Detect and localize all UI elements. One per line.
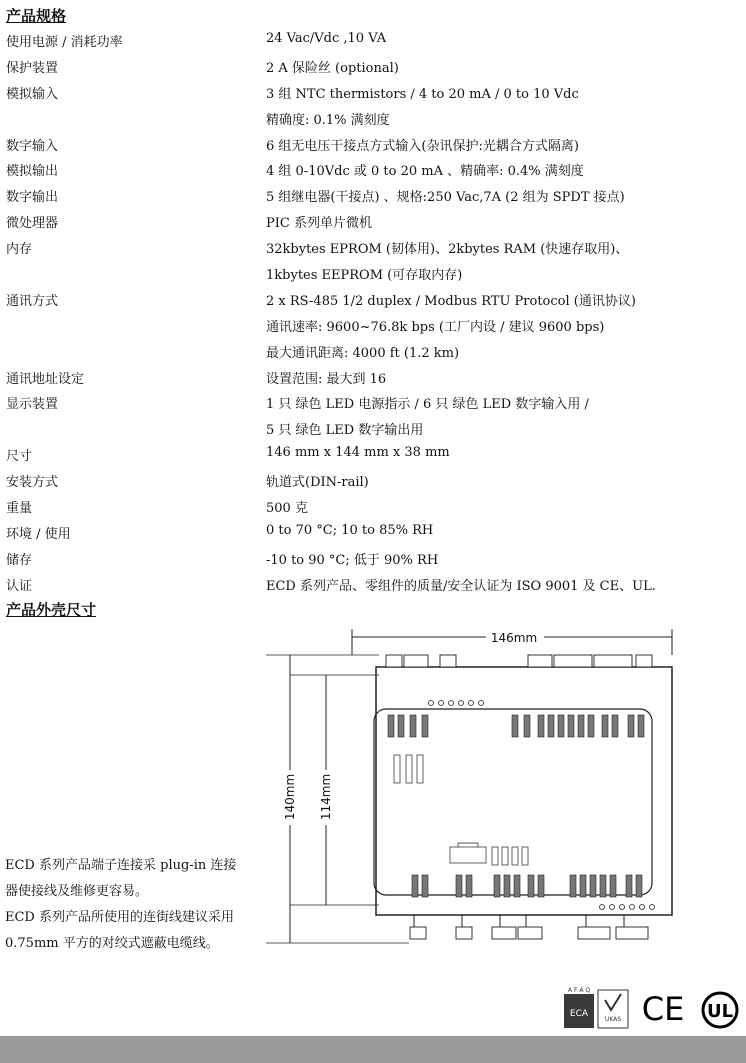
- spec-label: 储存: [6, 552, 33, 568]
- footer-bar: [0, 1036, 746, 1063]
- spec-row: [0, 366, 746, 392]
- spec-label: 环境 / 使用: [6, 526, 71, 542]
- note-line: 器使接线及维修更容易。: [5, 884, 149, 899]
- ul-text: UL: [706, 1001, 734, 1022]
- spec-label: 使用电源 / 消耗功率: [6, 35, 123, 50]
- note-line: 0.75mm 平方的对绞式遮蔽电缆线。: [5, 936, 219, 951]
- section-title-dimensions: 产品外壳尺寸: [6, 601, 97, 619]
- spec-row: [0, 81, 746, 107]
- spec-value: 最大通讯距离: 4000 ft (1.2 km): [266, 345, 460, 361]
- spec-row: [0, 417, 746, 443]
- spec-value: PIC 系列单片微机: [266, 216, 372, 232]
- spec-value: 3 组 NTC thermistors / 4 to 20 mA / 0 to 10 Vdc: [266, 86, 579, 102]
- spec-row: [0, 340, 746, 366]
- spec-row: [0, 262, 746, 288]
- spec-label: 通讯方式: [6, 293, 59, 309]
- spec-row: [0, 29, 746, 55]
- spec-value: 146 mm x 144 mm x 38 mm: [266, 445, 450, 461]
- spec-row: [0, 184, 746, 210]
- spec-row: [0, 107, 746, 133]
- inner-height-label: 114mm: [319, 773, 333, 821]
- spec-value: 1 只 绿色 LED 电源指示 / 6 只 绿色 LED 数字输入用 /: [266, 397, 589, 413]
- section-title-specs: 产品规格: [6, 7, 67, 25]
- spec-row: [0, 314, 746, 340]
- spec-value: 2 A 保险丝 (optional): [266, 60, 399, 76]
- spec-label: 模拟输入: [6, 86, 59, 102]
- spec-value: 轨道式(DIN-rail): [266, 475, 369, 491]
- spec-label: 数字输入: [6, 138, 59, 154]
- spec-value: 32kbytes EPROM (韧体用)、2kbytes RAM (快速存取用)、: [266, 242, 629, 258]
- afaq-text: A F A Q: [568, 987, 591, 994]
- spec-value: 2 x RS-485 1/2 duplex / Modbus RTU Protocol (通讯协议): [266, 293, 636, 309]
- outer-height-label: 140mm: [283, 773, 297, 821]
- spec-value: 5 组继电器(干接点) 、规格:250 Vac,7A (2 组为 SPDT 接点): [266, 190, 625, 206]
- spec-label: 模拟输出: [6, 164, 59, 180]
- spec-row: [0, 55, 746, 81]
- wiring-note: [5, 853, 265, 957]
- spec-label: 安装方式: [6, 475, 59, 491]
- spec-label: 保护装置: [6, 60, 59, 76]
- spec-value: 5 只 绿色 LED 数字输出用: [266, 423, 424, 439]
- afaq-box-text: ECA: [569, 1009, 589, 1019]
- ce-mark-icon: CE: [641, 990, 685, 1028]
- spec-value: ECD 系列产品、零组件的质量/安全认证为 ISO 9001 及 CE、UL.: [266, 578, 656, 594]
- spec-row: [0, 158, 746, 184]
- spec-value: -10 to 90 °C; 低于 90% RH: [266, 552, 439, 568]
- spec-table: [0, 29, 746, 599]
- spec-label: 显示装置: [6, 397, 59, 413]
- spec-row: [0, 236, 746, 262]
- ukas-text: UKAS: [604, 1016, 622, 1023]
- spec-value: 6 组无电压干接点方式输入(杂讯保护:光耦合方式隔离): [266, 138, 579, 154]
- spec-value: 24 Vac/Vdc ,10 VA: [266, 31, 387, 46]
- spec-row: [0, 521, 746, 547]
- spec-label: 重量: [6, 501, 33, 517]
- width-dimension-label: 146mm: [490, 631, 538, 645]
- spec-row: [0, 288, 746, 314]
- spec-row: [0, 133, 746, 159]
- note-line: ECD 系列产品所使用的连街线建议采用: [5, 910, 234, 925]
- spec-row: [0, 469, 746, 495]
- spec-label: 尺寸: [6, 449, 33, 465]
- spec-value: 精确度: 0.1% 满刻度: [266, 112, 390, 128]
- spec-row: [0, 573, 746, 599]
- enclosure-dimension-drawing: [264, 625, 684, 955]
- spec-value: 设置范围: 最大到 16: [266, 371, 387, 387]
- note-line: ECD 系列产品端子连接采 plug-in 连接: [5, 858, 237, 873]
- spec-row: [0, 210, 746, 236]
- spec-label: 内存: [6, 242, 33, 258]
- spec-label: 数字输出: [6, 190, 59, 206]
- spec-row: [0, 443, 746, 469]
- spec-value: 通讯速率: 9600~76.8k bps (工厂内设 / 建议 9600 bps): [266, 319, 605, 335]
- spec-label: 通讯地址设定: [6, 371, 85, 387]
- spec-value: 4 组 0-10Vdc 或 0 to 20 mA 、精确率: 0.4% 满刻度: [266, 164, 584, 180]
- spec-value: 1kbytes EEPROM (可存取内存): [266, 268, 463, 284]
- spec-value: 0 to 70 °C; 10 to 85% RH: [266, 522, 434, 538]
- certification-logos: [558, 986, 744, 1032]
- spec-value: 500 克: [266, 501, 308, 517]
- spec-label: 认证: [6, 578, 33, 594]
- spec-row: [0, 391, 746, 417]
- spec-label: 微处理器: [6, 216, 59, 232]
- spec-row: [0, 495, 746, 521]
- spec-row: [0, 547, 746, 573]
